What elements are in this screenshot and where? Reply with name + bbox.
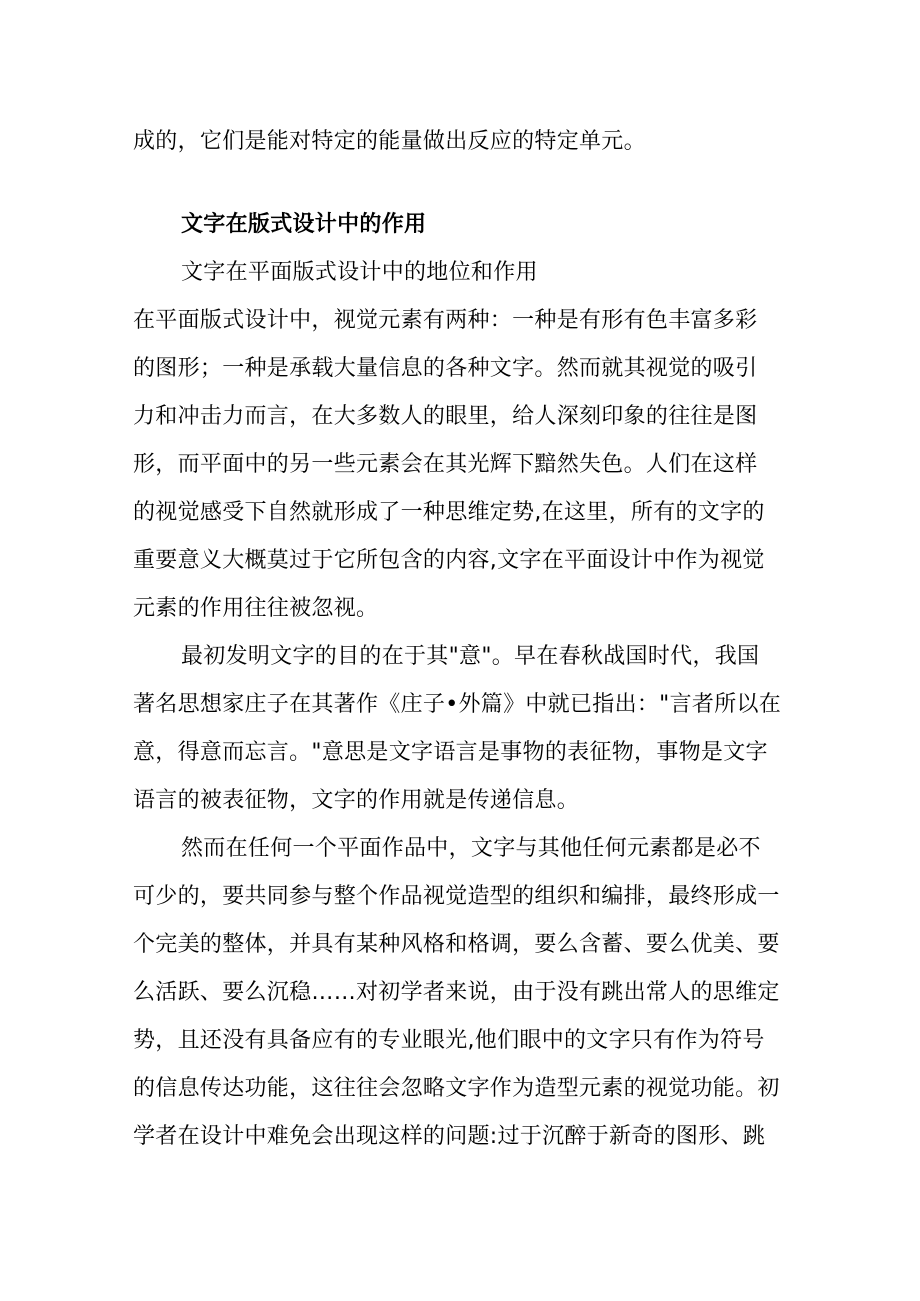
text-line: 个完美的整体，并具有某种风格和格调，要么含蓄、要么优美、要 <box>133 932 780 957</box>
text-line: 的信息传达功能，这往往会忽略文字作为造型元素的视觉功能。初 <box>133 1076 780 1101</box>
text-line: 可少的，要共同参与整个作品视觉造型的组织和编排，最终形成一 <box>133 884 780 909</box>
text-line: 成的，它们是能对特定的能量做出反应的特定单元。 <box>133 129 646 154</box>
text-line: 势，且还没有具备应有的专业眼光,他们眼中的文字只有作为符号 <box>133 1028 765 1053</box>
text-line: 么活跃、要么沉稳……对初学者来说，由于没有跳出常人的思维定 <box>133 980 780 1005</box>
text-line: 然而在任何一个平面作品中，文字与其他任何元素都是必不 <box>181 836 761 861</box>
text-line: 学者在设计中难免会出现这样的问题:过于沉醉于新奇的图形、跳 <box>133 1124 766 1149</box>
text-line: 形，而平面中的另一些元素会在其光辉下黯然失色。人们在这样 <box>133 452 758 477</box>
text-line: 的图形；一种是承载大量信息的各种文字。然而就其视觉的吸引 <box>133 356 758 381</box>
text-line: 力和冲击力而言，在大多数人的眼里，给人深刻印象的往往是图 <box>133 404 758 429</box>
text-line: 语言的被表征物，文字的作用就是传递信息。 <box>133 788 580 813</box>
section-heading: 文字在版式设计中的作用 <box>181 212 427 237</box>
text-line: 最初发明文字的目的在于其"意"。早在春秋战国时代，我国 <box>181 644 760 669</box>
text-line: 元素的作用往往被忽视。 <box>133 596 379 621</box>
text-line: 在平面版式设计中，视觉元素有两种：一种是有形有色丰富多彩 <box>133 308 758 333</box>
text-line: 重要意义大概莫过于它所包含的内容,文字在平面设计中作为视觉 <box>133 548 765 573</box>
subsection-heading: 文字在平面版式设计中的地位和作用 <box>181 260 538 285</box>
text-line: 的视觉感受下自然就形成了一种思维定势,在这里，所有的文字的 <box>133 500 765 525</box>
text-line: 著名思想家庄子在其著作《庄子•外篇》中就已指出："言者所以在 <box>133 692 782 717</box>
text-line: 意，得意而忘言。"意思是文字语言是事物的表征物，事物是文字 <box>133 740 768 765</box>
